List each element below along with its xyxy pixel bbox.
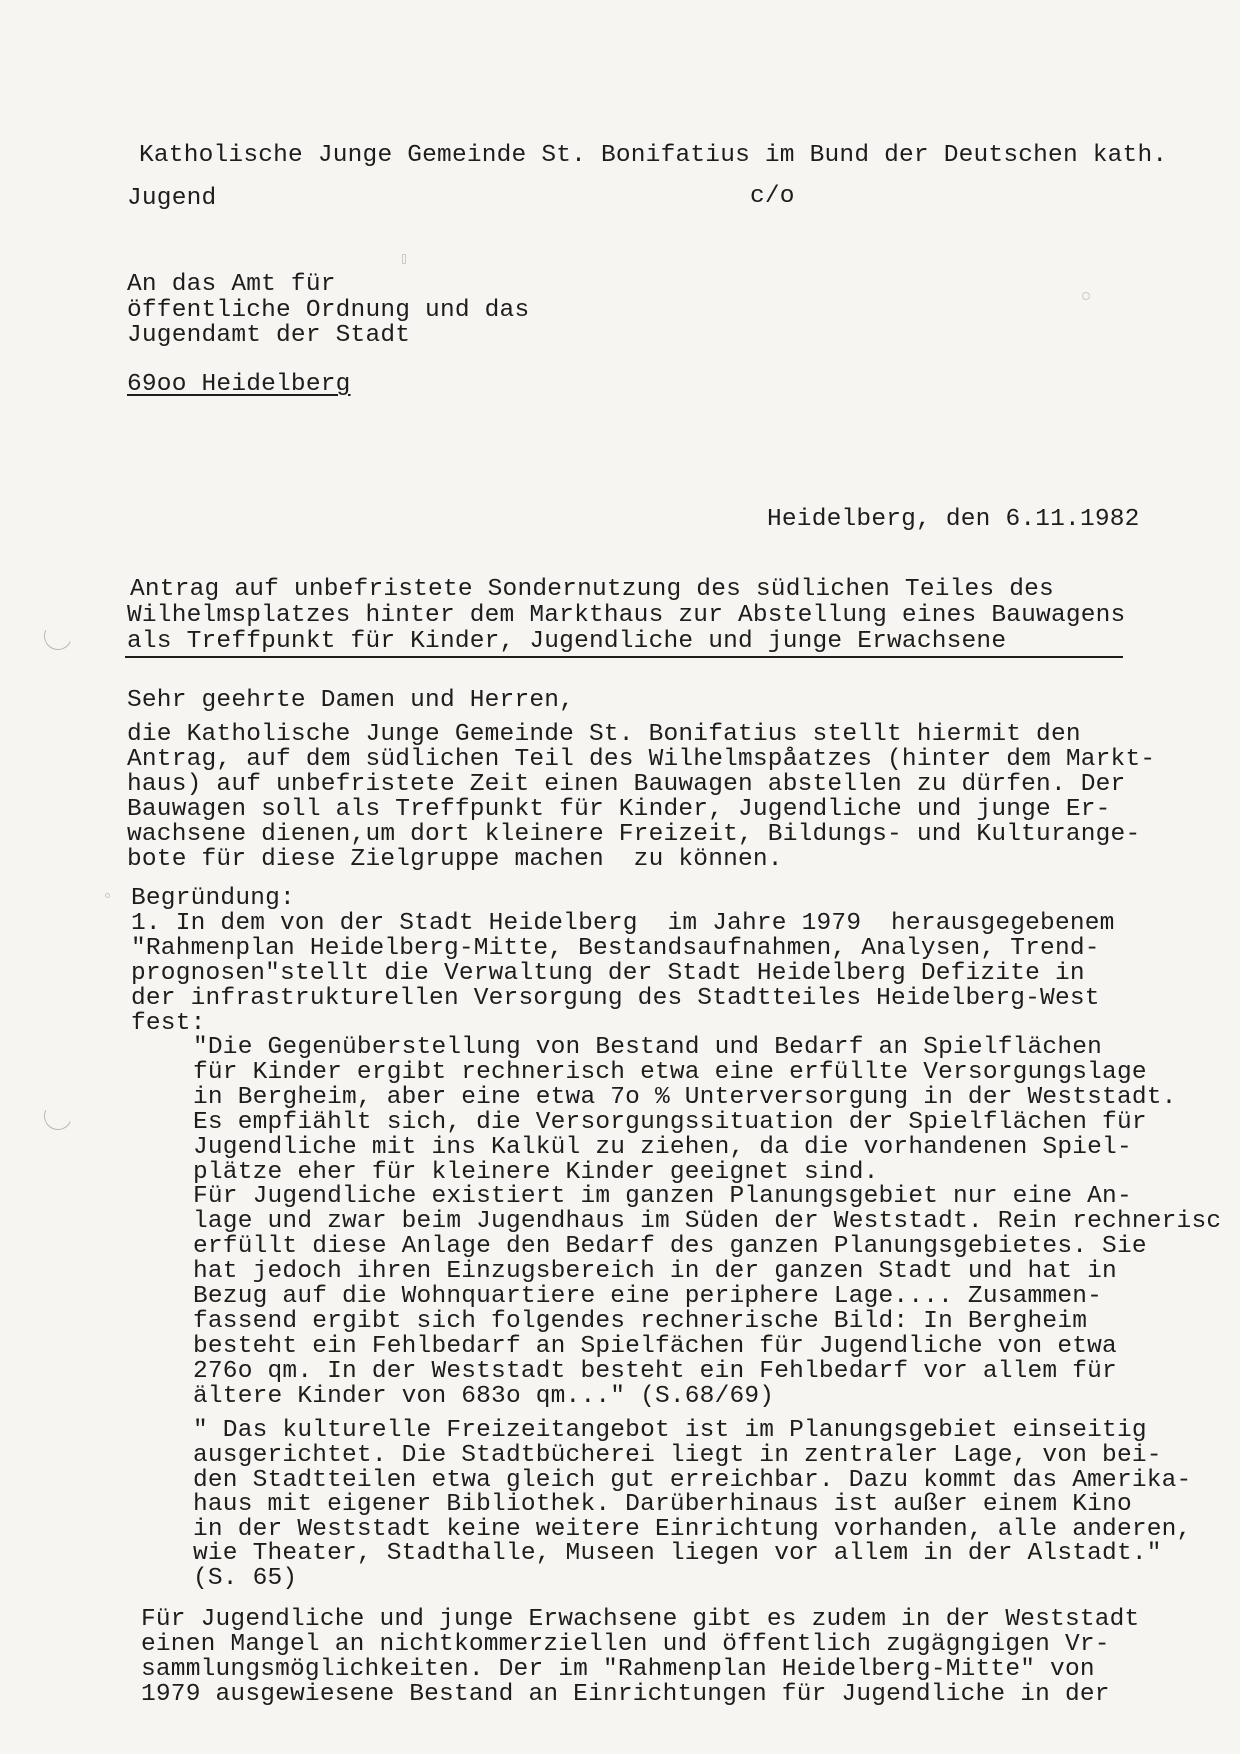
point1-line: der infrastrukturellen Versorgung des Stadtteiles Heidelberg-West [131,985,1100,1012]
quote1-line: 276o qm. In der Weststadt besteht ein Fehlbedarf vor allem für [193,1358,1117,1385]
quote1-line: erfüllt diese Anlage den Bedarf des ganzen Planungsgebietes. Sie [193,1233,1147,1260]
closing-line: Für Jugendliche und junge Erwachsene gibt es zudem in der Weststadt [141,1606,1140,1633]
quote2-line: haus mit eigener Bibliothek. Darüberhinaus ist außer einem Kino [193,1491,1132,1518]
quote2-line: ausgerichtet. Die Stadtbücherei liegt in zentraler Lage, von bei- [193,1442,1162,1469]
quote1-line: "Die Gegenüberstellung von Bestand und Bedarf an Spielflächen [193,1034,1103,1061]
paper-speck [1082,292,1090,300]
paper-speck [402,254,406,264]
quote1-line: hat jedoch ihren Einzugsbereich in der ganzen Stadt und hat in [193,1258,1117,1285]
quote2-line: den Stadtteilen etwa gleich gut erreichbar. Dazu kommt das Amerika- [193,1467,1192,1494]
punch-hole-mark [40,1098,76,1134]
quote1-line: besteht ein Fehlbedarf an Spielfächen für Jugendliche von etwa [193,1333,1117,1360]
care-of: c/o [750,183,795,210]
paper-speck [105,893,110,898]
org-name-line2: Jugend [127,185,217,212]
intro-line: Antrag, auf dem südlichen Teil des Wilhelmspåatzes (hinter dem Markt- [127,746,1156,773]
subject-line2: Wilhelmsplatzes hinter dem Markthaus zur Abstellung eines Bauwagens [127,602,1126,629]
subject-underline [125,656,1123,658]
quote1-line: Für Jugendliche existiert im ganzen Planungsgebiet nur eine An- [193,1183,1132,1210]
subject-line3: als Treffpunkt für Kinder, Jugendliche und junge Erwachsene [127,628,1007,655]
quote2-line: " Das kulturelle Freizeitangebot ist im Planungsgebiet einseitig [193,1417,1147,1444]
intro-line: haus) auf unbefristete Zeit einen Bauwagen abstellen zu dürfen. Der [127,771,1126,798]
org-name-line1: Katholische Junge Gemeinde St. Bonifatius im Bund der Deutschen kath. [139,142,1168,169]
quote2-line: (S. 65) [193,1565,298,1592]
quote1-line: lage und zwar beim Jugendhaus im Süden der Weststadt. Rein rechnerisc [193,1208,1222,1235]
point1-line: prognosen"stellt die Verwaltung der Stadt Heidelberg Defizite in [131,960,1085,987]
quote1-line: plätze eher für kleinere Kinder geeignet sind. [193,1159,879,1186]
quote2-line: in der Weststadt keine weitere Einrichtung vorhanden, alle anderen, [193,1516,1192,1543]
quote1-line: ältere Kinder von 683o qm..." (S.68/69) [193,1383,775,1410]
intro-line: die Katholische Junge Gemeinde St. Bonifatius stellt hiermit den [127,721,1081,748]
intro-line: bote für diese Zielgruppe machen zu können. [127,846,783,873]
intro-line: Bauwagen soll als Treffpunkt für Kinder, Jugendliche und junge Er- [127,796,1111,823]
date-line: Heidelberg, den 6.11.1982 [767,506,1140,533]
point1-line: 1. In dem von der Stadt Heidelberg im Jahre 1979 herausgegebenem [131,910,1115,937]
quote1-line: in Bergheim, aber eine etwa 7o % Unterversorgung in der Weststadt. [193,1084,1177,1111]
begruendung-label: Begründung: [131,885,295,912]
quote1-line: Jugendliche mit ins Kalkül zu ziehen, da die vorhandenen Spiel- [193,1134,1132,1161]
closing-line: 1979 ausgewiesene Bestand an Einrichtungen für Jugendliche in der [141,1681,1110,1708]
quote1-line: fassend ergibt sich folgendes rechnerische Bild: In Bergheim [193,1308,1088,1335]
recipient-city: 69oo Heidelberg [127,371,351,398]
punch-hole-mark [40,618,76,654]
recipient-line2: öffentliche Ordnung und das [127,297,530,324]
recipient-line1: An das Amt für [127,271,336,298]
intro-line: wachsene dienen,um dort kleinere Freizeit, Bildungs- und Kulturange- [127,821,1141,848]
salutation: Sehr geehrte Damen und Herren, [127,687,575,714]
point1-line: fest: [131,1010,206,1037]
closing-line: einen Mangel an nichtkommerziellen und öffentlich zugägngigen Vr- [141,1631,1110,1658]
closing-line: sammlungsmöglichkeiten. Der im "Rahmenplan Heidelberg-Mitte" von [141,1656,1095,1683]
quote2-line: wie Theater, Stadthalle, Museen liegen vor allem in der Alstadt." [193,1540,1162,1567]
quote1-line: Es empfiählt sich, die Versorgungssituation der Spielflächen für [193,1109,1147,1136]
quote1-line: Bezug auf die Wohnquartiere eine periphere Lage.... Zusammen- [193,1283,1103,1310]
quote1-line: für Kinder ergibt rechnerisch etwa eine erfüllte Versorgungslage [193,1059,1147,1086]
point1-line: "Rahmenplan Heidelberg-Mitte, Bestandsaufnahmen, Analysen, Trend- [131,935,1100,962]
recipient-line3: Jugendamt der Stadt [127,322,411,349]
subject-line1: Antrag auf unbefristete Sondernutzung des südlichen Teiles des [130,576,1054,603]
